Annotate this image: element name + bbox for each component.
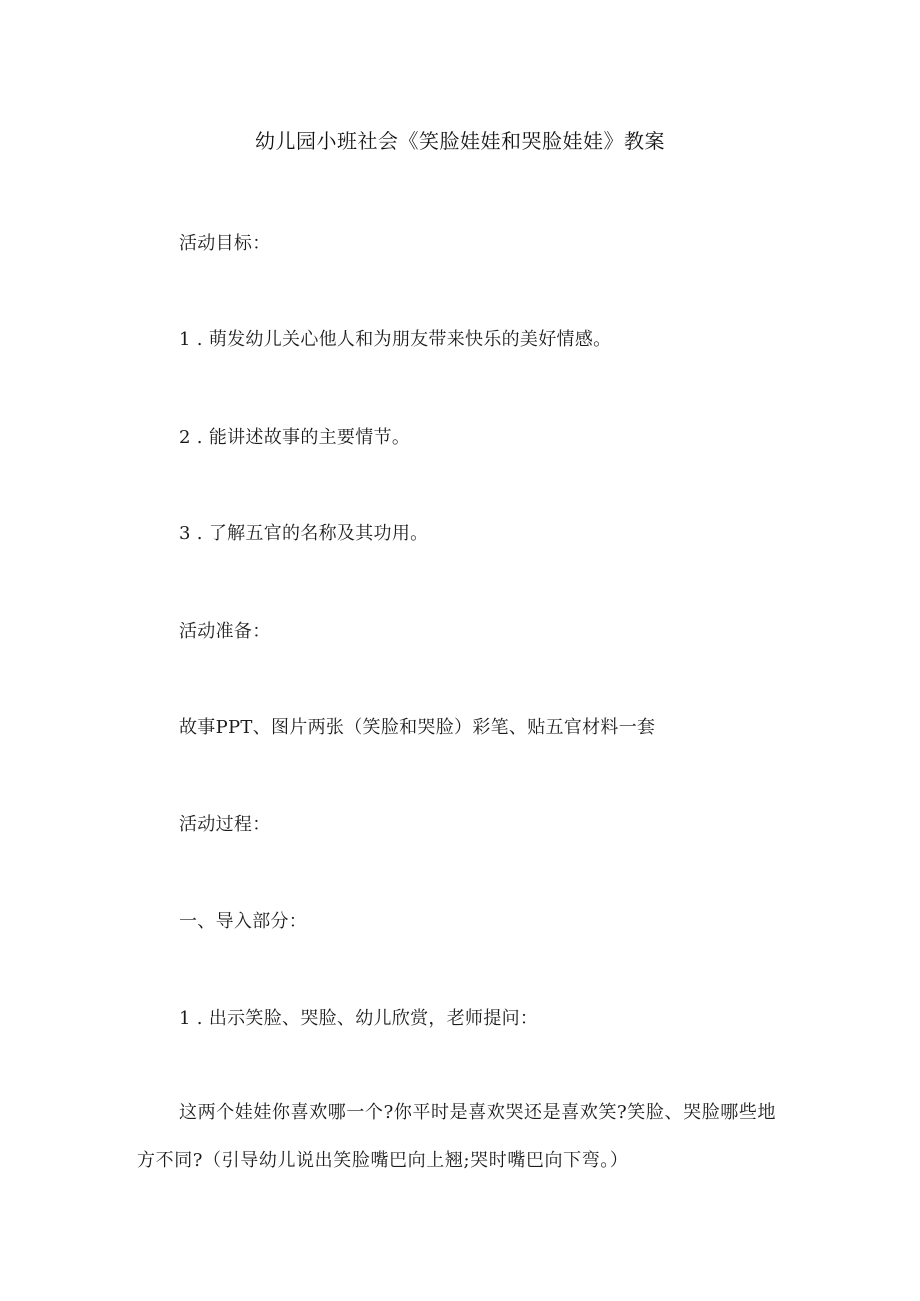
goal-item-1: 1 . 萌发幼儿关心他人和为朋友带来快乐的美好情感。	[179, 329, 612, 350]
goal-item-2: 2 . 能讲述故事的主要情节。	[179, 427, 411, 448]
step-item-1: 1 . 出示笑脸、哭脸、幼儿欣赏，老师提问：	[179, 1008, 539, 1029]
document-title: 幼儿园小班社会《笑脸娃娃和哭脸娃娃》教案	[255, 129, 665, 153]
question-paragraph: 这两个娃娃你喜欢哪一个?你平时是喜欢哭还是喜欢笑?笑脸、哭脸哪些地方不同?（引导幼儿说出笑脸嘴巴向上翘;哭时嘴巴向下弯。）	[137, 1102, 777, 1171]
prep-heading: 活动准备：	[179, 621, 271, 642]
section-heading-intro: 一、导入部分：	[179, 911, 308, 932]
goals-heading: 活动目标：	[179, 233, 271, 254]
prep-text: 故事PPT、图片两张（笑脸和哭脸）彩笔、贴五官材料一套	[179, 717, 656, 738]
goal-item-3: 3 . 了解五官的名称及其功用。	[179, 523, 429, 544]
process-heading: 活动过程：	[179, 814, 271, 835]
